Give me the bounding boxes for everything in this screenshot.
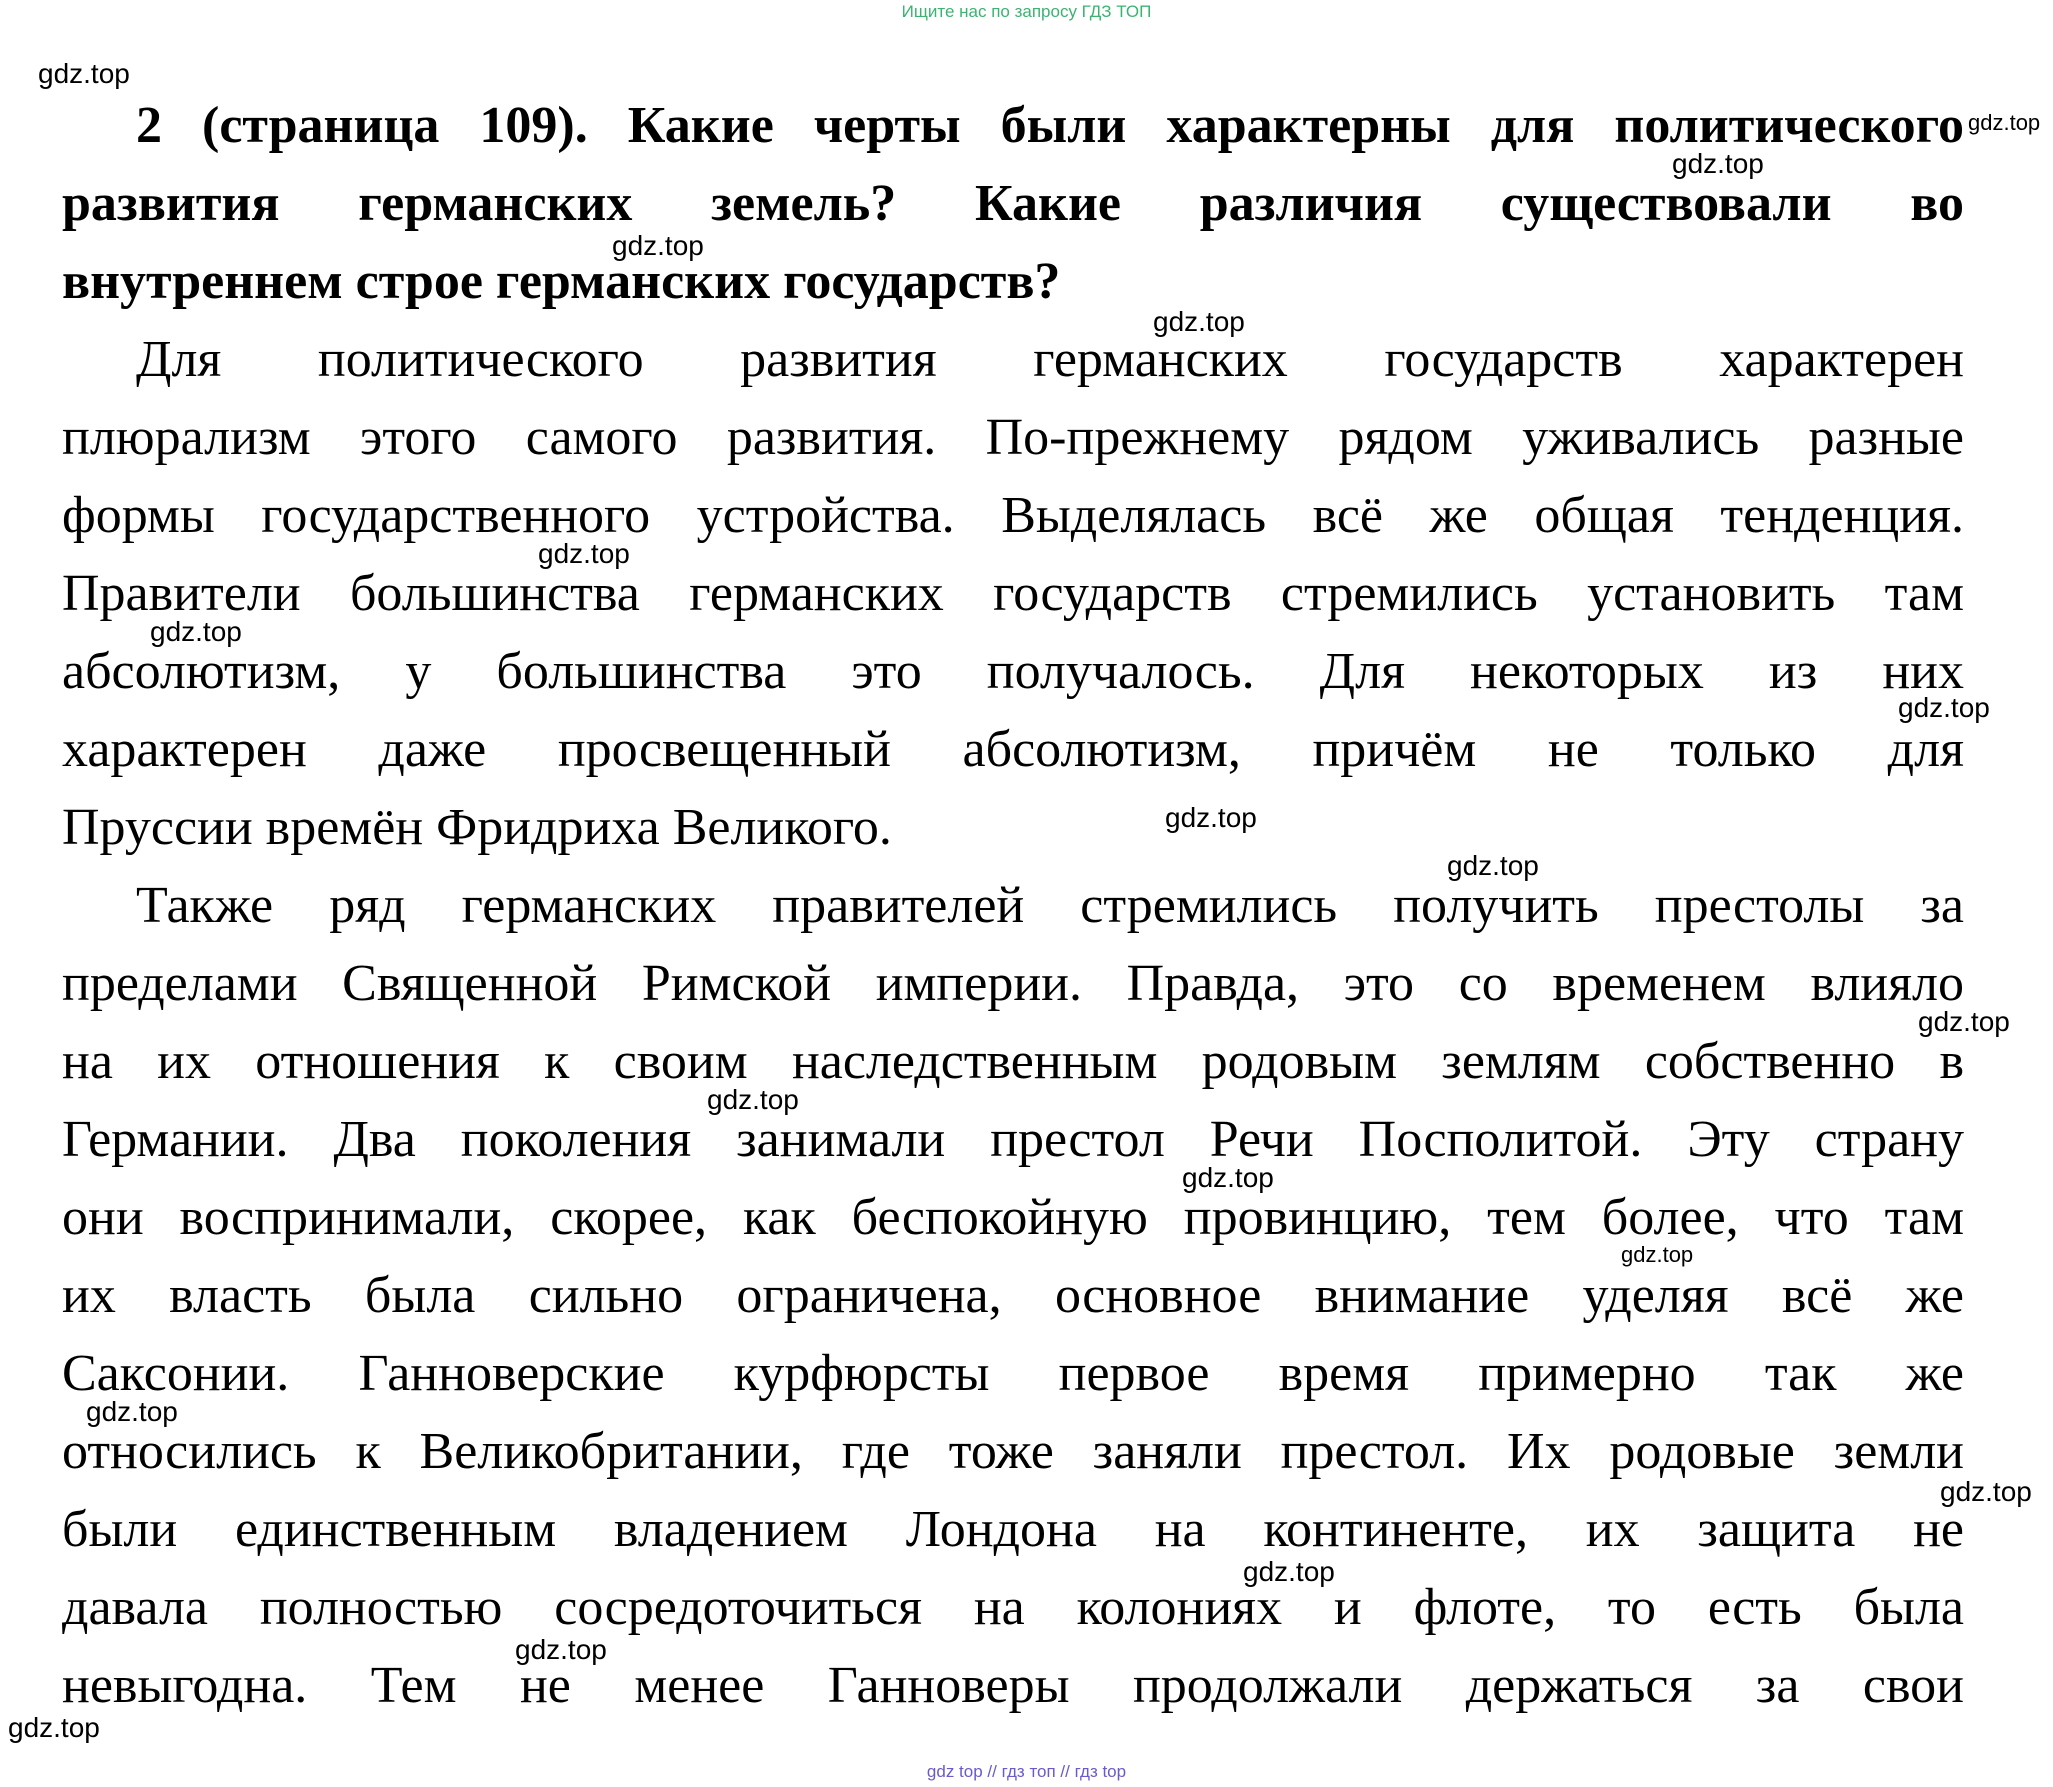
- paragraph1-line-3: формы государственного устройства. Выделялась всё же общая тенденция.: [62, 487, 1964, 544]
- paragraph1-line-2: плюрализм этого самого развития. По-прежнему рядом уживались разные: [62, 409, 1964, 466]
- watermark: gdz.top: [538, 538, 630, 569]
- paragraph2-line-9: были единственным владением Лондона на континенте, их защита не: [62, 1501, 1964, 1558]
- paragraph2-line-7: Саксонии. Ганноверские курфюрсты первое время примерно так же: [62, 1345, 1964, 1402]
- watermark: gdz.top: [612, 230, 704, 261]
- watermark: gdz.top: [1182, 1162, 1274, 1193]
- question-line-2: развития германских земель? Какие различия существовали во: [62, 175, 1964, 232]
- paragraph1-line-7: Пруссии времён Фридриха Великого.: [62, 799, 892, 856]
- paragraph2-line-8: относились к Великобритании, где тоже заняли престол. Их родовые земли: [62, 1423, 1964, 1480]
- watermark: gdz.top: [1940, 1476, 2032, 1507]
- watermark: gdz.top: [1165, 802, 1257, 833]
- paragraph1-line-4: Правители большинства германских государств стремились установить там: [62, 565, 1964, 622]
- paragraph2-line-5: они воспринимали, скорее, как беспокойную провинцию, тем более, что там: [62, 1189, 1964, 1246]
- watermark: gdz.top: [1898, 692, 1990, 723]
- watermark: gdz.top: [150, 616, 242, 647]
- paragraph1-line-1: Для политического развития германских государств характерен: [136, 331, 1964, 388]
- paragraph2-line-6: их власть была сильно ограничена, основное внимание уделяя всё же: [62, 1267, 1964, 1324]
- footer-links: gdz top // гдз топ // гдз top: [926, 1762, 1127, 1781]
- paragraph2-line-10: давала полностью сосредоточиться на колониях и флоте, то есть была: [62, 1579, 1964, 1636]
- question-line-3: внутреннем строе германских государств?: [62, 253, 1061, 310]
- paragraph1-line-6: характерен даже просвещенный абсолютизм, причём не только для: [62, 721, 1964, 778]
- watermark: gdz.top: [1621, 1242, 1694, 1267]
- watermark: gdz.top: [8, 1712, 100, 1743]
- watermark: gdz.top: [86, 1396, 178, 1427]
- watermark: gdz.top: [1672, 148, 1764, 179]
- watermark: gdz.top: [1447, 850, 1539, 881]
- watermark: gdz.top: [1968, 110, 2041, 135]
- watermark: gdz.top: [1243, 1556, 1335, 1587]
- paragraph2-line-2: пределами Священной Римской империи. Правда, это со временем влияло: [62, 955, 1964, 1012]
- watermark: gdz.top: [515, 1634, 607, 1665]
- paragraph2-line-1: Также ряд германских правителей стремились получить престолы за: [136, 877, 1964, 934]
- question-line-1: 2 (страница 109). Какие черты были характерны для политического: [136, 97, 1964, 154]
- watermark: gdz.top: [38, 58, 130, 89]
- watermark: gdz.top: [707, 1084, 799, 1115]
- search-banner: Ищите нас по запросу ГДЗ ТОП: [901, 2, 1152, 21]
- paragraph2-line-4: Германии. Два поколения занимали престол Речи Посполитой. Эту страну: [62, 1111, 1964, 1168]
- watermark: gdz.top: [1153, 306, 1245, 337]
- paragraph2-line-3: на их отношения к своим наследственным родовым землям собственно в: [62, 1033, 1964, 1090]
- paragraph2-line-11: невыгодна. Тем не менее Ганноверы продолжали держаться за свои: [62, 1657, 1964, 1714]
- paragraph1-line-5: абсолютизм, у большинства это получалось. Для некоторых из них: [62, 643, 1964, 700]
- watermark: gdz.top: [1918, 1006, 2010, 1037]
